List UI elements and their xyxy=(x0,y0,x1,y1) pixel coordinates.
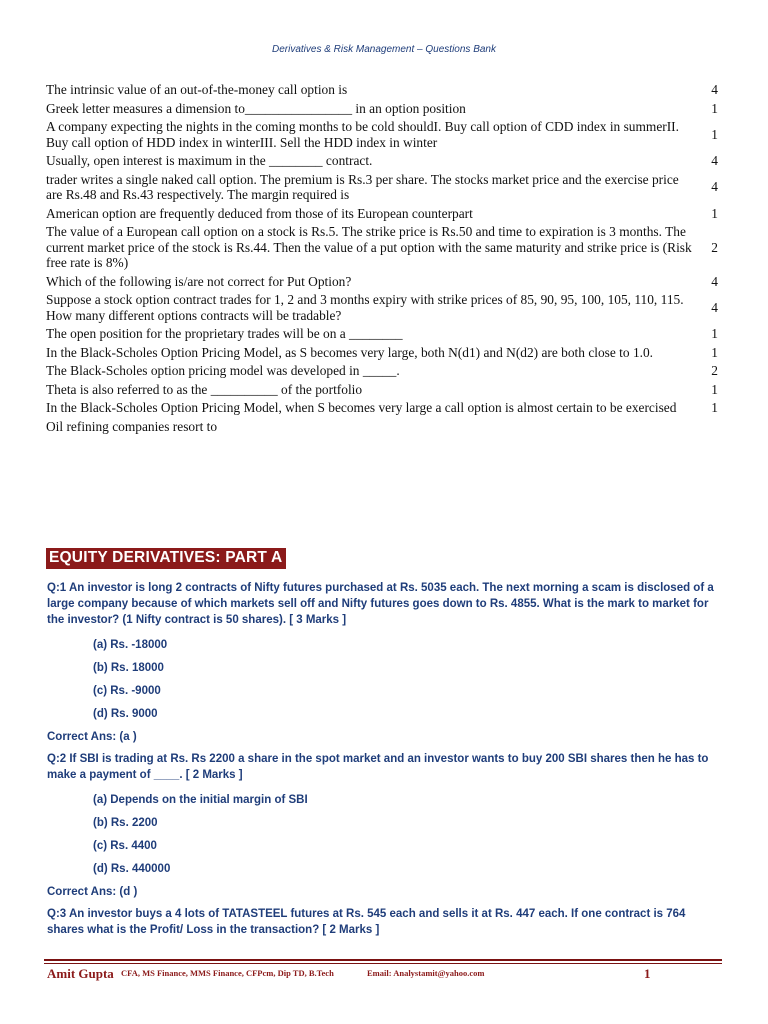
question-list xyxy=(46,82,718,434)
question-text: The open position for the proprietary trades will be on a ________ xyxy=(46,326,403,341)
question-text: In the Black-Scholes Option Pricing Model, as S becomes very large, both N(d1) and N(d2) are both close to 1.0. xyxy=(46,344,654,360)
footer-rule-thick xyxy=(44,959,722,961)
question-marks: 2 xyxy=(711,239,718,255)
question-text: American option are frequently deduced from those of its European counterpart xyxy=(46,205,473,221)
question-2-text: Q:2 If SBI is trading at Rs. Rs 2200 a share in the spot market and an investor wants to buy 200 SBI shares then he has to make a payment of ____. [ 2 Marks ] xyxy=(47,753,709,781)
page-header: Derivatives & Risk Management – Questions Bank xyxy=(272,44,496,55)
question-2-answer: Correct Ans: (d ) xyxy=(47,886,138,898)
question-row xyxy=(46,419,718,435)
question-text: Greek letter measures a dimension to________________ in an option position xyxy=(46,100,466,116)
question-text: Theta is also referred to as the __________ of the portfolio xyxy=(46,381,363,397)
question-marks: 1 xyxy=(711,400,718,415)
question-marks: 4 xyxy=(711,273,718,289)
question-text: The value of a European call option on a stock is Rs.5. The strike price is Rs.50 and time to expiration is 3 months. The current market price of the stock is Rs.44. Then the value of a put option with the same maturity and strike price is (Risk free rate is 8%) xyxy=(46,224,692,270)
question-3-text: Q:3 An investor buys a 4 lots of TATASTEEL futures at Rs. 545 each and sells it at Rs. 447 each. If one contract is 764 shares what is the Profit/ Loss in the transaction? [ 2 Marks ] xyxy=(47,908,686,936)
question-row xyxy=(46,172,718,203)
question-text: Which of the following is/are not correct for Put Option? xyxy=(46,273,352,289)
question-1-option: (c) Rs. -9000 xyxy=(93,685,161,697)
question-text: The intrinsic value of an out-of-the-money call option is xyxy=(46,82,348,97)
question-1-answer: Correct Ans: (a ) xyxy=(47,731,137,743)
question-marks: 1 xyxy=(711,100,718,116)
question-marks: 1 xyxy=(711,126,718,142)
question-marks: 4 xyxy=(711,299,718,315)
question-text: Usually, open interest is maximum in the ________ contract. xyxy=(46,153,373,168)
question-text: In the Black-Scholes Option Pricing Model, when S becomes very large a call option is almost certain to be exercised xyxy=(46,400,677,415)
question-row xyxy=(46,101,718,117)
page-footer xyxy=(47,966,723,982)
question-marks: 4 xyxy=(711,153,718,168)
footer-email: Email: Analystamit@yahoo.com xyxy=(367,968,485,978)
question-row xyxy=(46,274,718,290)
question-text: trader writes a single naked call option. The premium is Rs.3 per share. The stocks market price and the exercise price are Rs.48 and Rs.43 respectively. The margin required is xyxy=(46,171,679,202)
question-row xyxy=(46,382,718,398)
question-marks: 4 xyxy=(711,82,718,97)
question-row xyxy=(46,292,718,323)
question-2-option: (a) Depends on the initial margin of SBI xyxy=(93,794,308,806)
question-text: Suppose a stock option contract trades for 1, 2 and 3 months expiry with strike prices of 85, 90, 95, 100, 105, 110, 115. How many different options contracts will be tradable? xyxy=(46,292,684,323)
question-1-option: (a) Rs. -18000 xyxy=(93,639,168,651)
question-1-option: (d) Rs. 9000 xyxy=(93,708,158,720)
question-row xyxy=(46,206,718,222)
page-number: 1 xyxy=(644,966,651,981)
mcq-section xyxy=(47,580,723,938)
question-2-option: (b) Rs. 2200 xyxy=(93,817,158,829)
question-row xyxy=(46,326,718,342)
question-2-option: (c) Rs. 4400 xyxy=(93,840,157,852)
section-heading: EQUITY DERIVATIVES: PART A xyxy=(46,548,286,569)
footer-credentials: CFA, MS Finance, MMS Finance, CFPcm, Dip TD, B.Tech xyxy=(121,968,334,978)
question-text: Oil refining companies resort to xyxy=(46,418,218,434)
question-2-option: (d) Rs. 440000 xyxy=(93,863,171,875)
question-marks: 1 xyxy=(711,205,718,221)
question-row xyxy=(46,82,718,98)
question-row xyxy=(46,363,718,379)
question-marks: 1 xyxy=(711,326,718,341)
footer-divider xyxy=(44,959,722,964)
question-row xyxy=(46,345,718,361)
footer-author: Amit Gupta xyxy=(47,966,114,981)
question-1-text: Q:1 An investor is long 2 contracts of Nifty futures purchased at Rs. 5035 each. The next morning a scam is disclosed of a large company because of which markets sell off and Nifty futures goes down to Rs. 4855. What is the mark to market for the investor? (1 Nifty contract is 50 shares). [ 3 Marks ] xyxy=(47,582,714,626)
footer-rule-thin xyxy=(44,963,722,964)
question-row xyxy=(46,119,718,150)
question-1-option: (b) Rs. 18000 xyxy=(93,662,164,674)
question-row xyxy=(46,400,718,416)
question-marks: 1 xyxy=(711,344,718,360)
question-row xyxy=(46,153,718,169)
question-marks: 4 xyxy=(711,179,718,195)
question-marks: 1 xyxy=(711,381,718,397)
question-marks: 2 xyxy=(711,363,718,378)
question-text: The Black-Scholes option pricing model was developed in _____. xyxy=(46,363,400,378)
question-text: A company expecting the nights in the coming months to be cold shouldI. Buy call option of CDD index in summerII. Buy call option of HDD index in winterIII. Sell the HDD index in winter xyxy=(46,119,679,150)
question-row xyxy=(46,224,718,271)
